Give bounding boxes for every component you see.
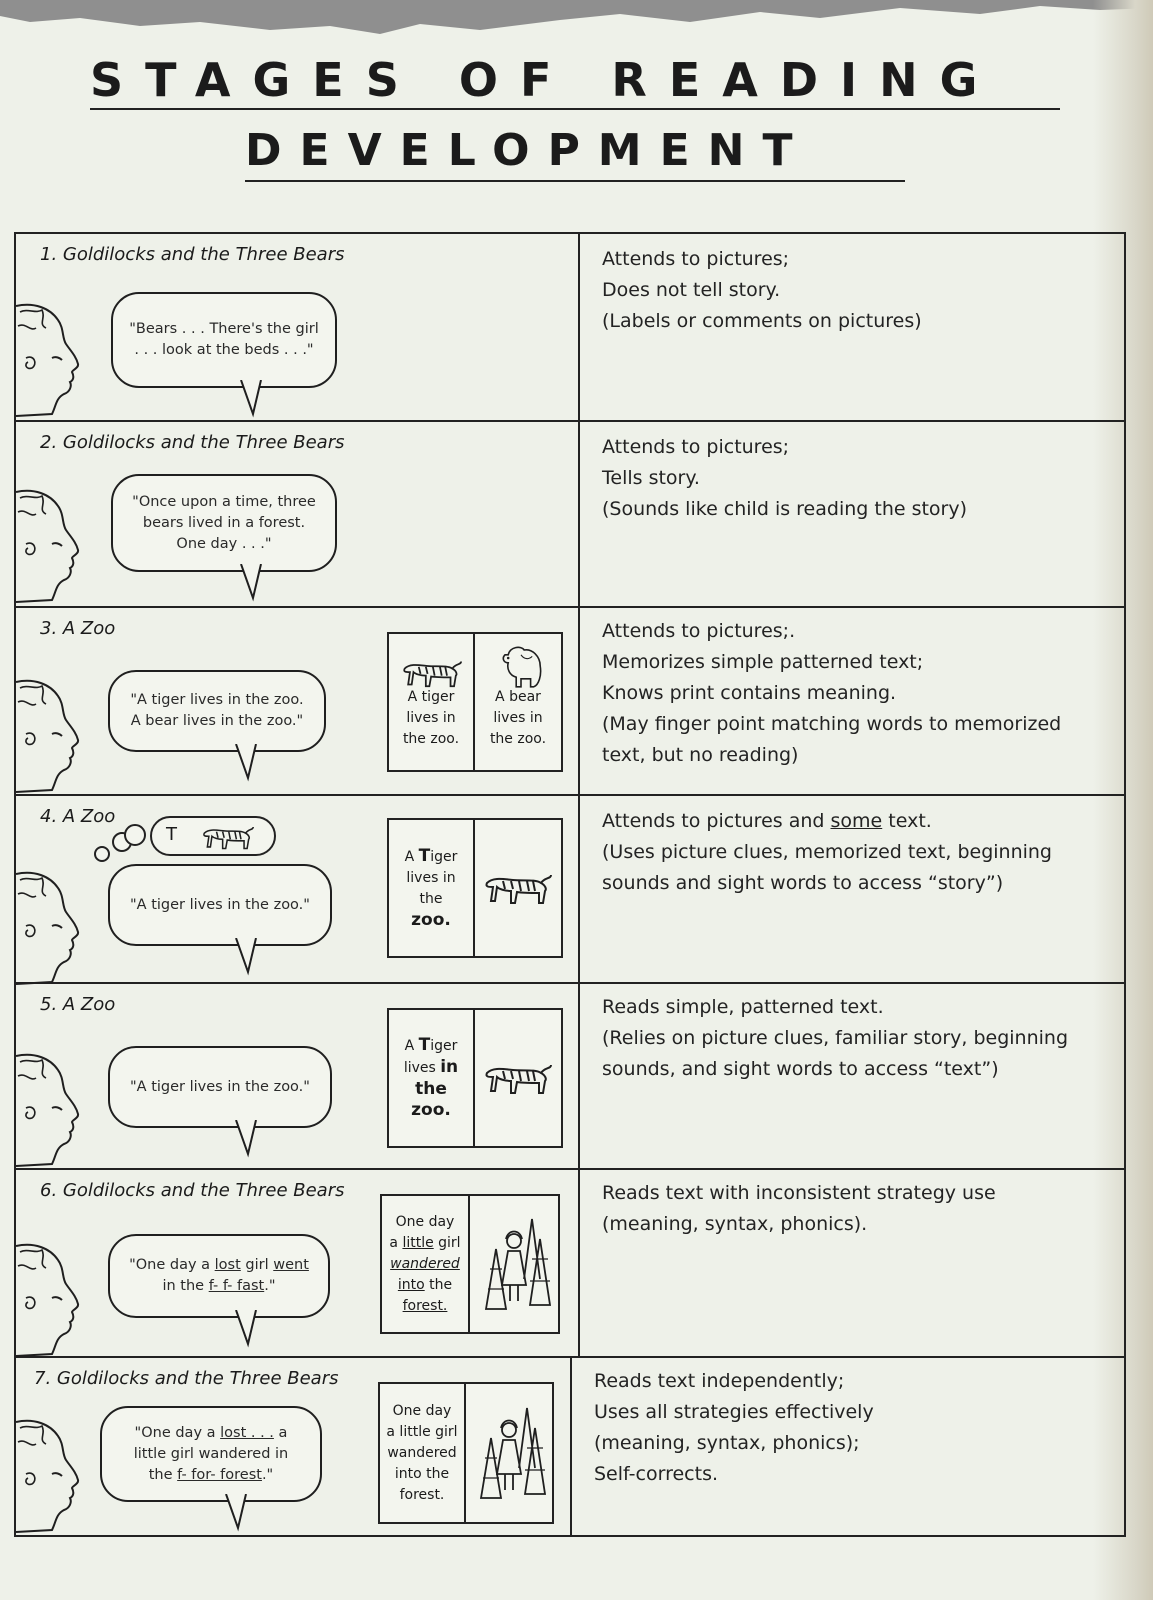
speech-bubble-tail <box>224 1494 254 1534</box>
stage-description <box>602 616 1104 771</box>
stages-table <box>14 232 1126 1537</box>
speech-bubble-tail <box>239 380 269 420</box>
picture-book <box>387 1008 563 1148</box>
speech-line: One day . . ." <box>176 535 272 552</box>
description-line: (Labels or comments on pictures) <box>602 310 922 332</box>
description-line: sounds and sight words to access “story”) <box>602 872 1004 894</box>
speech-line: in the f- f- fast." <box>162 1278 276 1294</box>
stage-illustration-cell <box>16 608 580 794</box>
stage-description <box>602 432 1104 525</box>
book-page-right <box>466 1384 552 1522</box>
book-page-right <box>475 820 561 956</box>
stage-illustration-cell <box>16 234 580 420</box>
speech-bubble-tail <box>239 564 269 604</box>
tiger-icon <box>401 658 463 688</box>
description-line: (Uses picture clues, memorized text, beginning <box>602 841 1052 863</box>
page-title-line2: DEVELOPMENT <box>245 122 905 182</box>
book-text-line: wandered <box>390 1255 460 1272</box>
speech-bubble <box>108 670 326 752</box>
book-text-line: a little girl <box>386 1423 458 1440</box>
speech-line: . . . look at the beds . . ." <box>134 342 314 358</box>
book-text-line: forest. <box>402 1297 448 1314</box>
stage-illustration-cell <box>16 1358 572 1535</box>
stage-row <box>16 796 1124 984</box>
description-line: Memorizes simple patterned text; <box>602 651 924 673</box>
child-face-icon <box>16 1414 82 1534</box>
speech-bubble <box>108 1046 332 1128</box>
speech-line: "Once upon a time, three <box>132 493 316 510</box>
speech-line: little girl wandered in <box>133 1445 289 1462</box>
stage-illustration-cell <box>16 984 580 1168</box>
book-text-line: the <box>419 890 443 907</box>
book-page-right <box>470 1196 558 1332</box>
book-text-line: One day <box>392 1402 452 1419</box>
forest-girl-icon <box>474 1209 554 1319</box>
stage-description <box>602 992 1104 1085</box>
book-text-line: a little girl <box>389 1234 461 1251</box>
description-line: Reads text independently; <box>594 1370 845 1392</box>
description-line: Reads text with inconsistent strategy use <box>602 1182 996 1204</box>
description-line: Does not tell story. <box>602 279 781 301</box>
child-face-icon <box>16 298 82 418</box>
speech-line: "A tiger lives in the zoo." <box>130 1078 310 1095</box>
speech-line: bears lived in a forest. <box>142 514 306 531</box>
speech-line: "One day a lost girl went <box>129 1257 309 1273</box>
speech-bubble <box>111 474 337 572</box>
stage-title: 5. A Zoo <box>40 994 116 1015</box>
description-line: Attends to pictures; <box>602 436 790 458</box>
stage-illustration-cell <box>16 1170 580 1356</box>
stage-row <box>16 1358 1124 1535</box>
description-line: (Relies on picture clues, familiar story, beginning <box>602 1027 1069 1049</box>
speech-bubble-tail <box>234 1120 264 1160</box>
child-face-icon <box>16 674 82 794</box>
book-text-line: lives in <box>493 709 543 726</box>
child-face-icon <box>16 1238 82 1358</box>
picture-book <box>387 818 563 958</box>
book-text-line: the zoo. <box>402 730 460 747</box>
picture-book <box>380 1194 560 1334</box>
book-page-left <box>389 634 475 770</box>
stage-title: 3. A Zoo <box>40 618 116 639</box>
description-line: Tells story. <box>602 467 700 489</box>
description-line: Knows print contains meaning. <box>602 682 897 704</box>
book-page-left <box>380 1384 466 1522</box>
bear-icon <box>497 642 545 690</box>
stage-illustration-cell <box>16 796 580 982</box>
book-text-line: wandered <box>387 1444 457 1461</box>
speech-line: "A tiger lives in the zoo. <box>130 692 304 708</box>
tiger-icon <box>200 824 256 850</box>
stage-description <box>594 1366 1104 1490</box>
stage-title: 6. Goldilocks and the Three Bears <box>40 1180 345 1201</box>
book-text-line: lives in <box>406 709 456 726</box>
speech-bubble <box>108 864 332 946</box>
speech-line: "Bears . . . There's the girl <box>129 321 319 337</box>
stage-row <box>16 234 1124 422</box>
description-line: Attends to pictures; <box>602 248 790 270</box>
book-text-line: A Tiger <box>404 1035 458 1055</box>
speech-bubble <box>111 292 337 388</box>
description-line: (meaning, syntax, phonics). <box>602 1213 868 1235</box>
child-face-icon <box>16 484 82 604</box>
speech-line: the f- for- forest." <box>148 1466 274 1483</box>
stage-description <box>602 806 1104 899</box>
page-title-line1: STAGES OF READING <box>90 52 1060 110</box>
torn-paper-edge <box>0 0 1153 40</box>
book-text-line: zoo. <box>411 1100 451 1120</box>
stage-title: 2. Goldilocks and the Three Bears <box>40 432 345 453</box>
book-page-left <box>389 1010 475 1146</box>
thought-bubble <box>150 816 276 856</box>
description-line: text, but no reading) <box>602 744 799 766</box>
book-text-line: into the <box>394 1465 450 1482</box>
speech-line: "One day a lost . . . a <box>134 1424 288 1441</box>
speech-line: A bear lives in the zoo." <box>130 713 304 729</box>
stage-description <box>602 1178 1104 1240</box>
book-text-line: A bear <box>495 688 541 705</box>
speech-bubble-tail <box>234 744 264 784</box>
book-text-line: forest. <box>399 1486 445 1503</box>
tiger-icon <box>483 1061 553 1095</box>
description-line: sounds, and sight words to access “text”) <box>602 1058 999 1080</box>
book-page-left <box>382 1196 470 1332</box>
forest-girl-icon <box>469 1398 549 1508</box>
book-text-line: lives in <box>406 869 456 886</box>
stage-title: 1. Goldilocks and the Three Bears <box>40 244 345 265</box>
stage-description <box>602 244 1104 337</box>
speech-bubble-tail <box>234 1310 264 1350</box>
thought-dot <box>124 824 146 846</box>
book-text-line: A tiger <box>407 688 455 705</box>
book-page-right <box>475 1010 561 1146</box>
description-line: (May finger point matching words to memorized <box>602 713 1062 735</box>
book-text-line: lives in <box>403 1057 459 1077</box>
description-line: Attends to pictures;. <box>602 620 796 642</box>
description-line: (meaning, syntax, phonics); <box>594 1432 860 1454</box>
book-text-line: One day <box>395 1213 455 1230</box>
picture-book <box>378 1382 554 1524</box>
speech-line: "A tiger lives in the zoo." <box>130 896 310 913</box>
stage-row <box>16 608 1124 796</box>
child-face-icon <box>16 1048 82 1168</box>
book-text-line: zoo. <box>411 909 451 930</box>
description-line: Self-corrects. <box>594 1463 719 1485</box>
stage-title: 4. A Zoo <box>40 806 116 827</box>
stage-row <box>16 984 1124 1170</box>
book-text-line: A Tiger <box>404 845 458 866</box>
stage-illustration-cell <box>16 422 580 606</box>
description-line: (Sounds like child is reading the story) <box>602 498 968 520</box>
book-page-right <box>475 634 561 770</box>
picture-book <box>387 632 563 772</box>
stage-row <box>16 422 1124 608</box>
speech-bubble <box>108 1234 330 1318</box>
thought-dot <box>94 846 110 862</box>
book-text-line: the <box>415 1079 447 1099</box>
stage-title: 7. Goldilocks and the Three Bears <box>34 1368 339 1389</box>
speech-bubble-tail <box>234 938 264 978</box>
stage-row <box>16 1170 1124 1358</box>
description-line: Reads simple, patterned text. <box>602 996 884 1018</box>
speech-bubble <box>100 1406 322 1502</box>
tiger-icon <box>483 871 553 905</box>
description-line: Attends to pictures and some text. <box>602 810 932 832</box>
book-text-line: the zoo. <box>489 730 547 747</box>
description-line: Uses all strategies effectively <box>594 1401 874 1423</box>
book-page-left <box>389 820 475 956</box>
thought-letter: T <box>166 824 177 845</box>
child-face-icon <box>16 866 82 986</box>
book-text-line: into the <box>397 1276 453 1293</box>
